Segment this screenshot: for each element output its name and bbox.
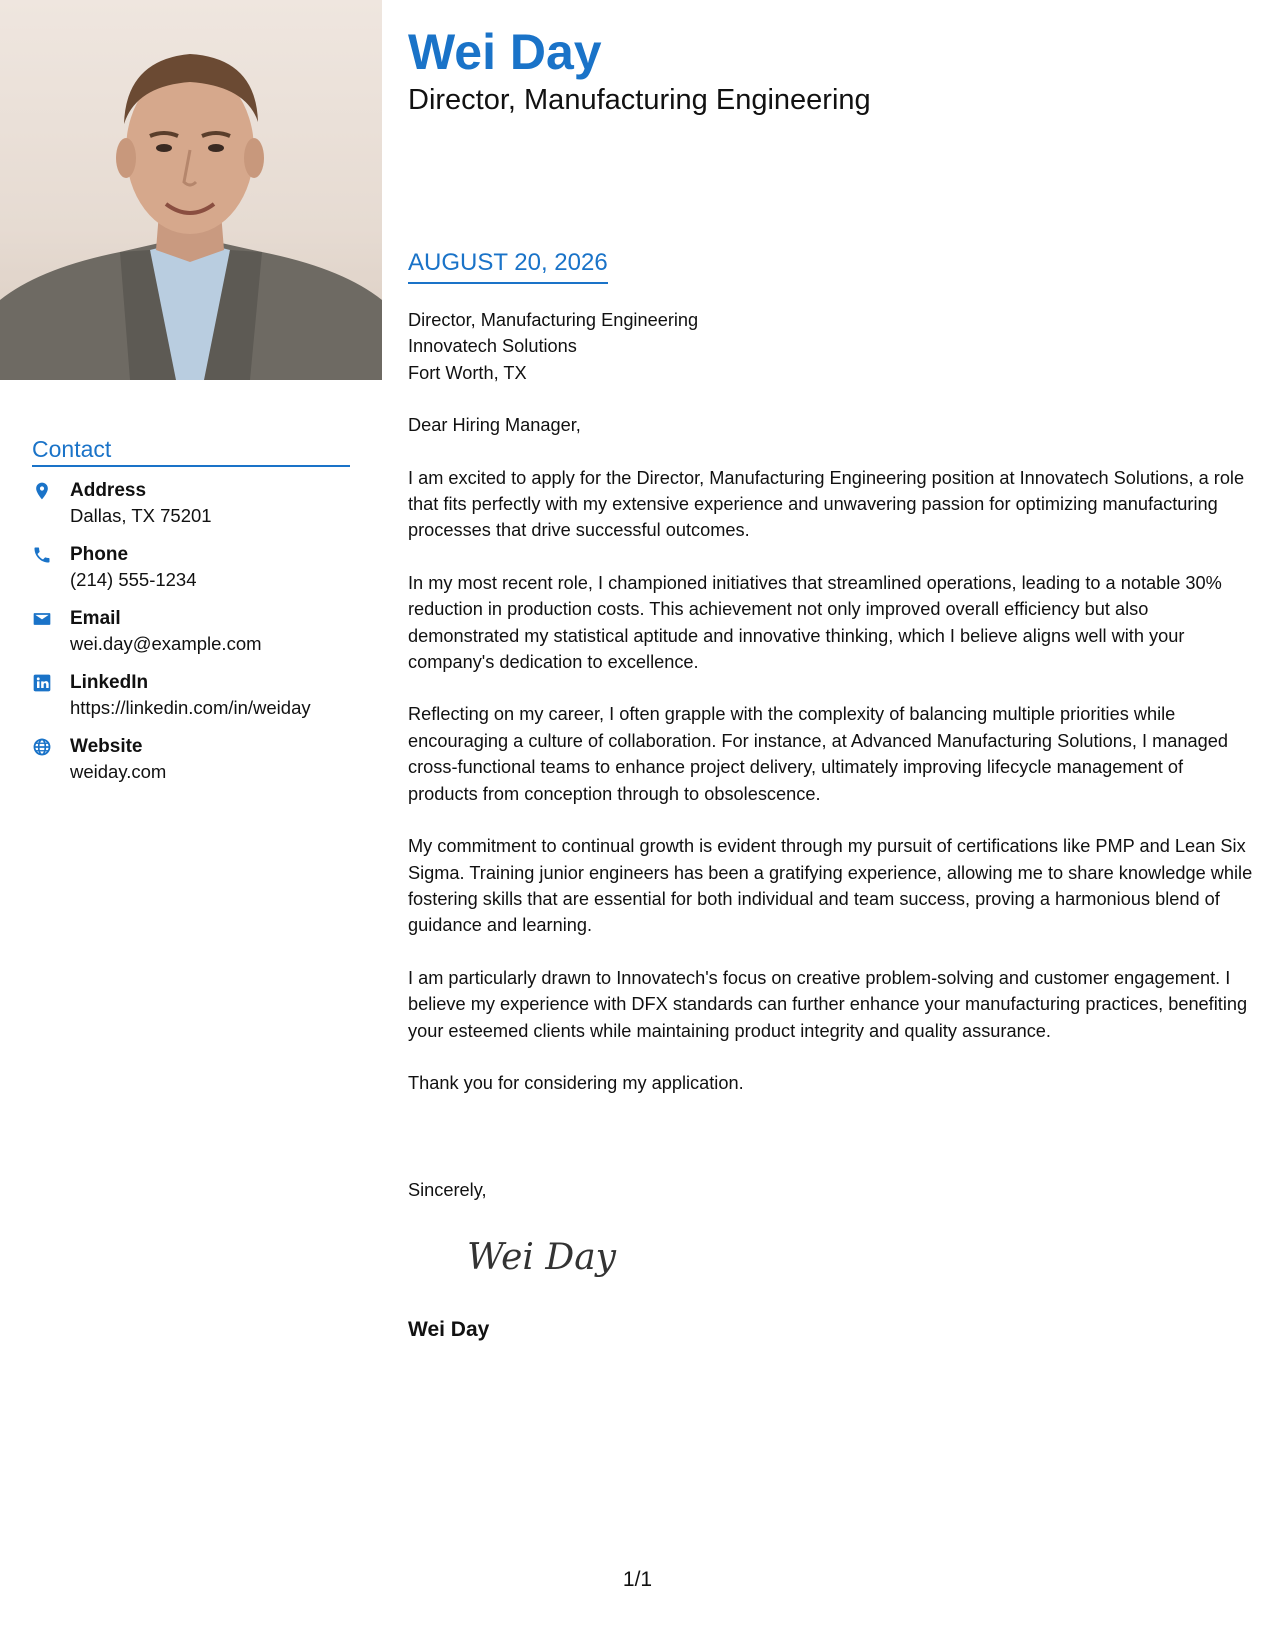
letter-body: [408, 307, 1253, 1096]
applicant-name: Wei Day: [408, 24, 602, 80]
letter-paragraph: My commitment to continual growth is evident through my pursuit of certifications like PMP and Lean Six Sigma. Training junior engineers has been a gratifying experience, allowing me to share knowledge while fostering skills that are essential for both individual and team success, proving a harmonious blend of guidance and learning.: [408, 836, 1253, 936]
contact-email: [32, 607, 350, 656]
profile-photo: [0, 0, 382, 380]
sidebar: [0, 0, 382, 1650]
applicant-title: Director, Manufacturing Engineering: [408, 84, 871, 116]
recipient-line: Director, Manufacturing Engineering: [408, 310, 699, 330]
contact-linkedin: [32, 671, 350, 720]
contact-website: [32, 735, 350, 784]
page-number: 1/1: [622, 1568, 653, 1591]
contact-label: Address: [70, 480, 147, 501]
contact-value: (214) 555-1234: [70, 569, 197, 590]
letter-date: AUGUST 20, 2026: [408, 248, 608, 284]
contact-phone: [32, 543, 350, 592]
contact-label: Website: [70, 736, 143, 757]
contact-address: [32, 479, 350, 528]
signature-image: [463, 1225, 633, 1285]
recipient-block: [408, 307, 1253, 386]
recipient-line: Innovatech Solutions: [408, 336, 577, 357]
contact-value[interactable]: weiday.com: [70, 761, 167, 782]
recipient-line: Fort Worth, TX: [408, 362, 527, 383]
contact-section: [32, 436, 350, 799]
globe-icon: [32, 735, 70, 757]
letter-paragraph: Thank you for considering my application.: [408, 1072, 744, 1093]
envelope-icon: [32, 607, 70, 629]
closing: Sincerely,: [408, 1180, 487, 1200]
contact-value: Dallas, TX 75201: [70, 505, 212, 526]
letter-paragraph: In my most recent role, I championed initiatives that streamlined operations, leading to a notable 30% reduction in production costs. This achievement not only improved overall efficiency but also demonstrated my statistical aptitude and innovative thinking, which I believe aligns well with your company's dedication to excellence.: [408, 572, 1222, 673]
contact-label: Phone: [70, 544, 129, 565]
map-pin-icon: [32, 479, 70, 501]
linkedin-icon: [32, 671, 70, 693]
letter-paragraph: I am excited to apply for the Director, Manufacturing Engineering position at Innovatech Solutions, a role that fits perfectly with my extensive experience and unwavering passion for optimizing manufacturing processes that drive successful outcomes.: [408, 467, 1245, 541]
letter-paragraph: Reflecting on my career, I often grapple with the complexity of balancing multiple priorities while encouraging a culture of collaboration. For instance, at Advanced Manufacturing Solutions, I managed cross-functional teams to enhance project delivery, ultimately improving lifecycle management of products from conception through to obsolescence.: [408, 704, 1228, 804]
contact-heading: Contact: [32, 436, 350, 467]
signature-text: Wei Day: [467, 1237, 616, 1278]
contact-value[interactable]: https://linkedin.com/in/weiday: [70, 697, 311, 718]
contact-label: Email: [70, 608, 121, 629]
signer-name: Wei Day: [408, 1318, 490, 1341]
contact-label: LinkedIn: [70, 672, 149, 693]
letter-paragraph: I am particularly drawn to Innovatech's focus on creative problem-solving and customer engagement. I believe my experience with DFX standards can further enhance your manufacturing practices, benefiting your esteemed clients while maintaining product integrity and quality assurance.: [408, 967, 1248, 1041]
contact-value[interactable]: wei.day@example.com: [70, 633, 262, 654]
phone-icon: [32, 543, 70, 565]
salutation: Dear Hiring Manager,: [408, 415, 581, 436]
